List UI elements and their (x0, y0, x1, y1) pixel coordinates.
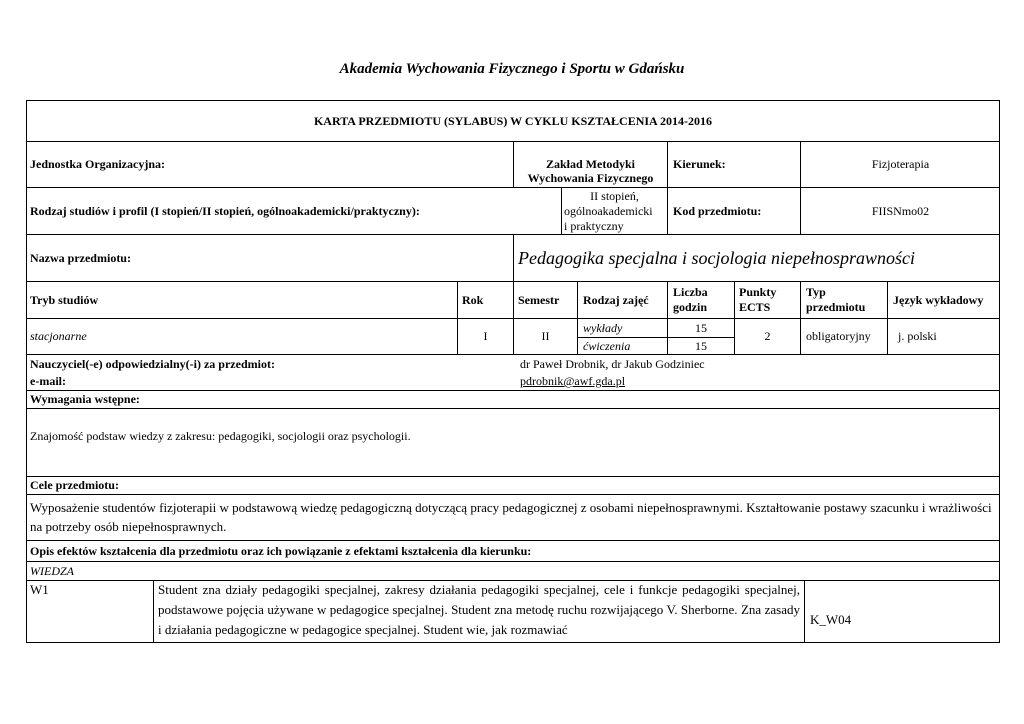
divider (734, 281, 735, 354)
email-label: e-mail: (30, 374, 66, 388)
divider (457, 281, 458, 354)
header-type-line2: przedmiotu (806, 300, 866, 314)
goals-label: Cele przedmiotu: (30, 478, 119, 492)
direction-value: Fizjoterapia (871, 157, 930, 171)
outcome-ref: K_W04 (810, 612, 852, 627)
divider (26, 561, 1000, 562)
header-class-type: Rodzaj zajęć (583, 293, 649, 307)
row-class2: ćwiczenia (583, 339, 631, 353)
header-hours-line2: godzin (673, 300, 708, 314)
requirements-text: Znajomość podstaw wiedzy z zakresu: pedagogiki, socjologii oraz psychologii. (30, 429, 411, 443)
header-hours-line1: Liczba (673, 285, 708, 299)
header-year: Rok (462, 293, 484, 307)
row-class1: wykłady (583, 321, 623, 335)
row-year: I (483, 329, 488, 343)
university-name: Akademia Wychowania Fizycznego i Sportu w Gdańsku (339, 61, 685, 77)
header-ects-line1: Punkty (739, 285, 777, 299)
divider (800, 281, 801, 354)
header-type-line1: Typ (806, 285, 826, 299)
divider (577, 281, 578, 354)
study-type-line2: ogólnoakademicki (564, 204, 653, 218)
divider (513, 234, 514, 281)
divider (26, 642, 1000, 643)
divider (667, 187, 668, 234)
unit-value-line2: Wychowania Fizycznego (527, 171, 654, 185)
outcomes-label: Opis efektów kształcenia dla przedmiotu oraz ich powiązanie z efektami kształcenia dla kierunku: (30, 544, 532, 558)
study-type-line3: i praktyczny (564, 219, 624, 233)
row-hours2: 15 (695, 339, 707, 353)
subject-label: Nazwa przedmiotu: (30, 251, 131, 265)
code-label: Kod przedmiotu: (673, 204, 762, 218)
requirements-label: Wymagania wstępne: (30, 392, 140, 406)
divider (26, 494, 1000, 495)
header-semester: Semestr (518, 293, 560, 307)
header-language: Język wykładowy (893, 293, 984, 307)
header-ects-line2: ECTS (739, 300, 771, 314)
divider (26, 187, 1000, 188)
study-type-line1: II stopień, (590, 189, 639, 203)
divider (26, 476, 1000, 477)
divider (887, 281, 888, 354)
outcome-text: Student zna działy pedagogiki specjalnej, zakresy działania pedagogiki specjalnej, cele i funkcje pedagogiki specjalnej, podstawowe pojęcia używane w pedagogice specjalnej. Student zna metodę ruchu rozwijającego V. Sherborne. Zna zasady i działania pedagogiczne w pedagogice specjalnej. Student wie, jak rozmawiać (158, 582, 800, 637)
divider (667, 141, 668, 187)
subject-value: Pedagogika specjalna i socjologia niepełnosprawności (518, 248, 915, 268)
row-type: obligatoryjny (806, 329, 871, 343)
row-semester: II (541, 329, 550, 343)
header-mode: Tryb studiów (30, 293, 99, 307)
code-value: FIISNmo02 (871, 204, 930, 218)
divider (804, 580, 805, 642)
row-language: j. polski (898, 329, 937, 343)
divider (26, 390, 1000, 391)
row-hours1: 15 (695, 321, 707, 335)
divider (513, 281, 514, 354)
row-mode: stacjonarne (30, 329, 87, 343)
divider (26, 540, 1000, 541)
direction-label: Kierunek: (673, 157, 726, 171)
card-title: KARTA PRZEDMIOTU (SYLABUS) W CYKLU KSZTAŁCENIA 2014-2016 (313, 114, 713, 128)
teachers-value: dr Paweł Drobnik, dr Jakub Godziniec (520, 357, 705, 371)
row-ects: 2 (764, 329, 771, 343)
email-link[interactable]: pdrobnik@awf.gda.pl (520, 374, 626, 388)
divider (26, 408, 1000, 409)
divider (26, 354, 1000, 355)
study-type-label: Rodzaj studiów i profil (I stopień/II stopień, ogólnoakademicki/praktyczny): (30, 204, 420, 218)
unit-label: Jednostka Organizacyjna: (30, 157, 165, 171)
teachers-label: Nauczyciel(-e) odpowiedzialny(-i) za przedmiot: (30, 357, 275, 371)
divider (153, 580, 154, 642)
goals-text: Wyposażenie studentów fizjoterapii w podstawową wiedzę pedagogiczną dotyczącą pracy pedagogicznej z osobami niepełnosprawnymi. Kształtowanie postawy szacunku i wrażliwości na potrzeby osób niepełnosprawnych. (30, 500, 992, 534)
unit-value-line1: Zakład Metodyki (545, 157, 635, 171)
outcome-code: W1 (30, 582, 49, 597)
outcomes-category: WIEDZA (30, 564, 74, 578)
divider (577, 337, 734, 338)
